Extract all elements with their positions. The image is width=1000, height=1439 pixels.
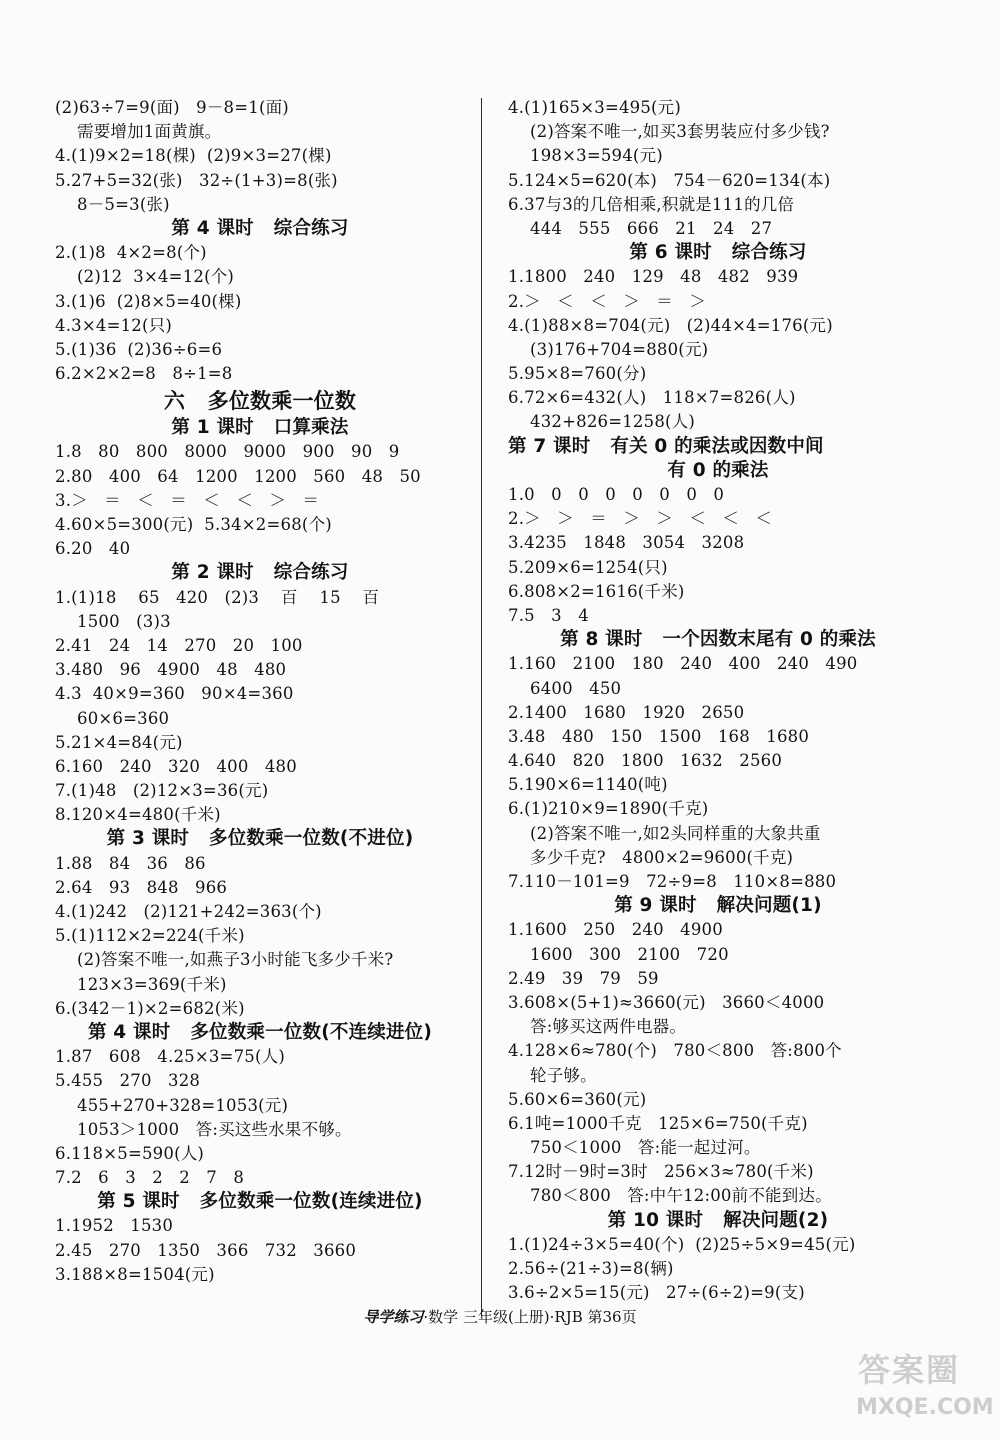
answer-line: 4.128×6≈780(个) 780＜800 答:800个 <box>508 1041 842 1061</box>
answer-line-continued: (2)12 3×4=12(个) <box>77 267 235 287</box>
answer-line: 5.124×5=620(本) 754－620=134(本) <box>508 170 831 190</box>
answer-line: 6.(342－1)×2=682(米) <box>55 998 245 1018</box>
watermark-logo <box>852 1343 992 1433</box>
answer-line: 5.190×6=1140(吨) <box>508 775 668 795</box>
answer-line: 5.455 270 328 <box>55 1071 201 1091</box>
lesson-heading: 第 7 课时 有关 0 的乘法或因数中间 <box>508 435 824 457</box>
answer-line-continued: 8－5=3(张) <box>77 194 170 214</box>
lesson-heading: 有 0 的乘法 <box>667 459 769 481</box>
answer-line-continued: 需要增加1面黄旗。 <box>77 122 222 142</box>
answer-line-continued: 6400 450 <box>530 678 622 698</box>
answer-line: 1.1600 250 240 4900 <box>508 920 723 940</box>
answer-line: 3.4235 1848 3054 3208 <box>508 533 745 553</box>
answer-line: 2.1400 1680 1920 2650 <box>508 702 745 722</box>
answer-line: 1.88 84 36 86 <box>55 853 206 873</box>
answer-line: 3.608×(5+1)≈3660(元) 3660＜4000 <box>508 992 825 1012</box>
answer-line: 4.(1)9×2=18(棵) (2)9×3=27(棵) <box>55 146 332 166</box>
answer-line: 6.118×5=590(人) <box>55 1143 205 1163</box>
answer-line-continued: 455+270+328=1053(元) <box>77 1095 289 1115</box>
answer-line: 2.41 24 14 270 20 100 <box>55 635 303 655</box>
answer-line: 5.(1)36 (2)36÷6=6 <box>55 339 223 359</box>
column-divider <box>481 98 482 1316</box>
lesson-heading: 第 5 课时 多位数乘一位数(连续进位) <box>97 1191 423 1213</box>
answer-line: 4.640 820 1800 1632 2560 <box>508 751 783 771</box>
answer-line: 4.(1)88×8=704(元) (2)44×4=176(元) <box>508 315 833 335</box>
watermark-site: MXQE.COM <box>856 1395 994 1420</box>
answer-line: 4.3×4=12(只) <box>55 315 172 335</box>
answer-line-continued: 答:够买这两件电器。 <box>530 1017 687 1037</box>
page-footer <box>0 1306 1000 1327</box>
answer-line: 4.60×5=300(元) 5.34×2=68(个) <box>55 515 332 534</box>
answer-line: 1.1800 240 129 48 482 939 <box>508 267 799 287</box>
answer-line-continued: (2)答案不唯一,如2头同样重的大象共重 <box>530 823 821 843</box>
right-column <box>508 96 928 1305</box>
answer-line-continued: 780＜800 答:中午12:00前不能到达。 <box>530 1186 832 1206</box>
answer-line: 2.56÷(21÷3)=8(辆) <box>508 1259 674 1278</box>
answer-line: 4.(1)242 (2)121+242=363(个) <box>55 902 322 921</box>
answer-line: 1.8 80 800 8000 9000 900 90 9 <box>55 442 400 462</box>
lesson-heading: 第 1 课时 口算乘法 <box>171 417 349 439</box>
answer-line-continued: 1600 300 2100 720 <box>530 944 729 964</box>
answer-line: 6.808×2=1616(千米) <box>508 581 685 601</box>
chapter-heading: 六 多位数乘一位数 <box>163 389 357 414</box>
lesson-heading: 第 10 课时 解决问题(2) <box>607 1209 829 1231</box>
answer-line-continued: 60×6=360 <box>77 708 170 728</box>
answer-line-continued: 1053＞1000 答:买这些水果不够。 <box>77 1119 352 1139</box>
answer-line: 5.209×6=1254(只) <box>508 557 668 577</box>
answer-line: 7.110－101=9 72÷9=8 110×8=880 <box>508 872 837 891</box>
answer-line: 2.64 93 848 966 <box>55 877 228 897</box>
answer-line: 1.1952 1530 <box>55 1216 174 1236</box>
answer-line: 6.37与3的几倍相乘,积就是111的几倍 <box>508 194 795 214</box>
answer-line-continued: (2)答案不唯一,如买3套男装应付多少钱? <box>530 122 830 142</box>
answer-line-continued: 432+826=1258(人) <box>530 412 696 432</box>
answer-line: 2.49 39 79 59 <box>508 968 659 988</box>
answer-line: 1.0 0 0 0 0 0 0 0 <box>508 485 725 504</box>
answer-line: 4.(1)165×3=495(元) <box>508 98 682 117</box>
answer-line-continued: 123×3=369(千米) <box>77 974 227 994</box>
answer-line: 5.21×4=84(元) <box>55 732 183 752</box>
lesson-heading: 第 8 课时 一个因数末尾有 0 的乘法 <box>560 629 876 651</box>
answer-line: 5.27+5=32(张) 32÷(1+3)=8(张) <box>55 170 338 190</box>
answer-line: 6.1吨=1000千克 125×6=750(千克) <box>508 1113 808 1133</box>
answer-line: 6.20 40 <box>55 539 131 559</box>
answer-line-continued: 444 555 666 21 24 27 <box>530 218 773 238</box>
lesson-heading: 第 3 课时 多位数乘一位数(不进位) <box>106 828 414 850</box>
lesson-heading: 第 4 课时 综合练习 <box>171 217 349 239</box>
answer-line: 2.45 270 1350 366 732 3660 <box>55 1240 357 1260</box>
answer-line: 7.2 6 3 2 2 7 8 <box>55 1168 245 1188</box>
answer-line: 2.＞ ＜ ＜ ＞ ＝ ＞ <box>508 291 707 311</box>
answer-line: 2.＞ ＞ ＝ ＞ ＞ ＜ ＜ ＜ <box>508 509 773 529</box>
answer-line: 8.120×4=480(千米) <box>55 805 221 825</box>
answer-line: 7.5 3 4 <box>508 605 589 625</box>
lesson-heading: 第 9 课时 解决问题(1) <box>614 895 822 917</box>
answer-line: 6.160 240 320 400 480 <box>55 756 297 776</box>
answer-line: 5.(1)112×2=224(千米) <box>55 926 245 946</box>
answer-line: 2.(1)8 4×2=8(个) <box>55 243 207 263</box>
answer-line: 6.2×2×2=8 8÷1=8 <box>55 364 233 384</box>
left-column <box>55 96 465 1287</box>
watermark-text: 答案圈 <box>858 1351 961 1389</box>
answer-line-continued: 750＜1000 答:能一起过河。 <box>530 1138 761 1158</box>
answer-line: 3.188×8=1504(元) <box>55 1264 215 1284</box>
answer-line-continued: (2)答案不唯一,如燕子3小时能飞多少千米? <box>77 950 394 970</box>
answer-line-continued: 轮子够。 <box>530 1065 597 1085</box>
answer-line: 1.(1)18 65 420 (2)3 百 15 百 <box>55 587 380 607</box>
answer-line: 2.80 400 64 1200 1200 560 48 50 <box>55 466 421 486</box>
answer-line: 1.87 608 4.25×3=75(人) <box>55 1047 285 1067</box>
lesson-heading: 第 6 课时 综合练习 <box>629 242 807 264</box>
footer-text: ·数学 三年级(上册)·RJB 第36页 <box>423 1308 637 1326</box>
answer-line: 7.12时－9时=3时 256×3≈780(千米) <box>508 1162 814 1182</box>
answer-line: 5.60×6=360(元) <box>508 1089 647 1109</box>
answer-line-continued: (3)176+704=880(元) <box>530 339 709 359</box>
lesson-heading: 第 2 课时 综合练习 <box>171 562 349 584</box>
answer-line: 5.95×8=760(分) <box>508 364 647 384</box>
answer-line: 3.＞ ＝ ＜ ＝ ＜ ＜ ＞ ＝ <box>55 490 320 510</box>
answer-line: 3.6÷2×5=15(元) 27÷(6÷2)=9(支) <box>508 1283 805 1303</box>
answer-line-continued: 198×3=594(元) <box>530 146 663 166</box>
answer-line: 6.(1)210×9=1890(千克) <box>508 799 709 819</box>
answer-line: 3.48 480 150 1500 168 1680 <box>508 726 810 746</box>
answer-line-continued: 多少千克? 4800×2=9600(千克) <box>530 847 794 867</box>
answer-line: 1.160 2100 180 240 400 240 490 <box>508 654 858 674</box>
answer-line: 4.3 40×9=360 90×4=360 <box>55 684 294 704</box>
lesson-heading: 第 4 课时 多位数乘一位数(不连续进位) <box>87 1021 433 1043</box>
answer-line: (2)63÷7=9(面) 9－8=1(面) <box>55 98 289 117</box>
answer-line: 1.(1)24÷3×5=40(个) (2)25÷5×9=45(元) <box>508 1234 856 1254</box>
answer-line: 6.72×6=432(人) 118×7=826(人) <box>508 388 796 408</box>
answer-line: 3.(1)6 (2)8×5=40(棵) <box>55 291 242 311</box>
answer-line-continued: 1500 (3)3 <box>77 611 171 631</box>
answer-line: 7.(1)48 (2)12×3=36(元) <box>55 781 269 801</box>
answer-line: 3.480 96 4900 48 480 <box>55 660 287 680</box>
footer-brand: 导学练习 <box>363 1308 424 1326</box>
